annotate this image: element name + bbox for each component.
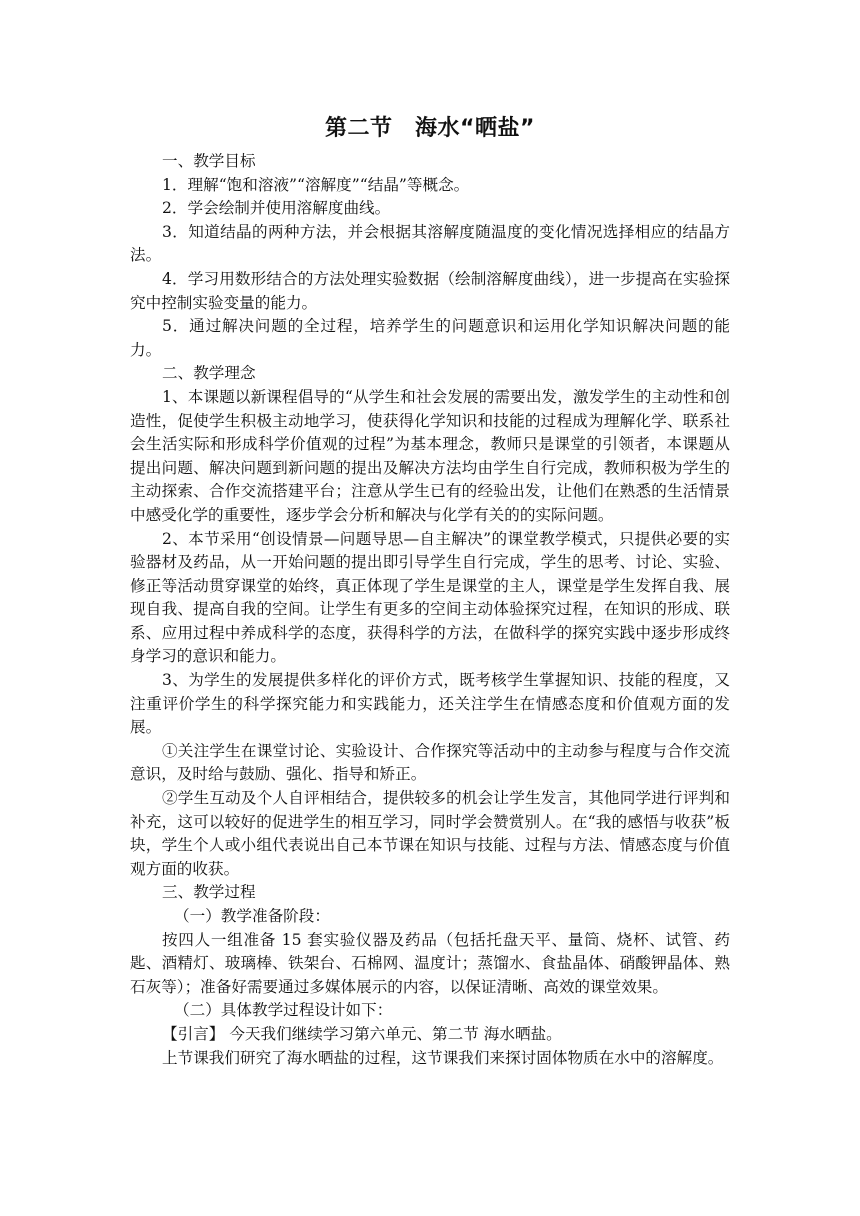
paragraph: 4．学习用数形结合的方法处理实验数据（绘制溶解度曲线），进一步提高在实验探究中控制实验变量的能力。	[130, 269, 730, 312]
paragraph: 二、教学理念	[162, 364, 256, 383]
paragraph: 按四人一组准备 15 套实验仪器及药品（包括托盘天平、量筒、烧杯、试管、药匙、酒精灯、玻璃棒、铁架台、石棉网、温度计；蒸馏水、食盐晶体、硝酸钾晶体、熟石灰等）；准备好需要通过多媒体展示的内容，以保证清晰、高效的课堂效果。	[130, 930, 730, 996]
document-title: 第二节 海水“晒盐”	[325, 116, 535, 141]
paragraph: 5．通过解决问题的全过程，培养学生的问题意识和运用化学知识解决问题的能力。	[130, 317, 730, 359]
paragraph: 2．学会绘制并使用溶解度曲线。	[162, 199, 391, 218]
paragraph: 3、为学生的发展提供多样化的评价方式，既考核学生掌握知识、技能的程度，又注重评价学生的科学探究能力和实践能力，还关注学生在情感态度和价值观方面的发展。	[130, 671, 730, 737]
paragraph: 2、本节采用“创设情景—问题导思—自主解决”的课堂教学模式，只提供必要的实验器材及药品，从一开始问题的提出即引导学生自行完成，学生的思考、讨论、实验、修正等活动贯穿课堂的始终，真正体现了学生是课堂的主人，课堂是学生发挥自我、展现自我、提高自我的空间。让学生有更多的空间主动体验探究过程，在知识的形成、联系、应用过程中养成科学的态度，获得科学的方法，在做科学的探究实践中逐步形成终身学习的意识和能力。	[130, 529, 730, 666]
paragraph: 3．知道结晶的两种方法，并会根据其溶解度随温度的变化情况选择相应的结晶方法。	[130, 222, 730, 265]
document-body	[130, 150, 730, 1070]
paragraph: ①关注学生在课堂讨论、实验设计、合作探究等活动中的主动参与程度与合作交流意识，及时给与鼓励、强化、指导和矫正。	[130, 741, 730, 784]
paragraph: ②学生互动及个人自评相结合，提供较多的机会让学生发言，其他同学进行评判和补充，这可以较好的促进学生的相互学习，同时学会赞赏别人。在“我的感悟与收获”板块，学生个人或小组代表说出自己本节课在知识与技能、过程与方法、情感态度与价值观方面的收获。	[130, 789, 730, 878]
paragraph: 1、本课题以新课程倡导的“从学生和社会发展的需要出发，激发学生的主动性和创造性，促使学生积极主动地学习，使获得化学知识和技能的过程成为理解化学、联系社会生活实际和形成科学价值观的过程”为基本理念，教师只是课堂的引领者，本课题从提出问题、解决问题到新问题的提出及解决方法均由学生自行完成，教师积极为学生的主动探索、合作交流搭建平台；注意从学生已有的经验出发，让他们在熟悉的生活情景中感受化学的重要性，逐步学会分析和解决与化学有关的的实际问题。	[130, 387, 730, 524]
paragraph: 三、教学过程	[162, 883, 256, 902]
paragraph: 1．理解“饱和溶液”“溶解度”“结晶”等概念。	[162, 175, 470, 194]
paragraph: 一、教学目标	[162, 152, 256, 170]
paragraph: 【引言】 今天我们继续学习第六单元、第二节 海水晒盐。	[162, 1024, 562, 1043]
paragraph: 上节课我们研究了海水晒盐的过程，这节课我们来探讨固体物质在水中的溶解度。	[162, 1048, 724, 1067]
paragraph: （二）具体教学过程设计如下：	[174, 1001, 393, 1020]
paragraph: （一）教学准备阶段：	[174, 907, 330, 925]
